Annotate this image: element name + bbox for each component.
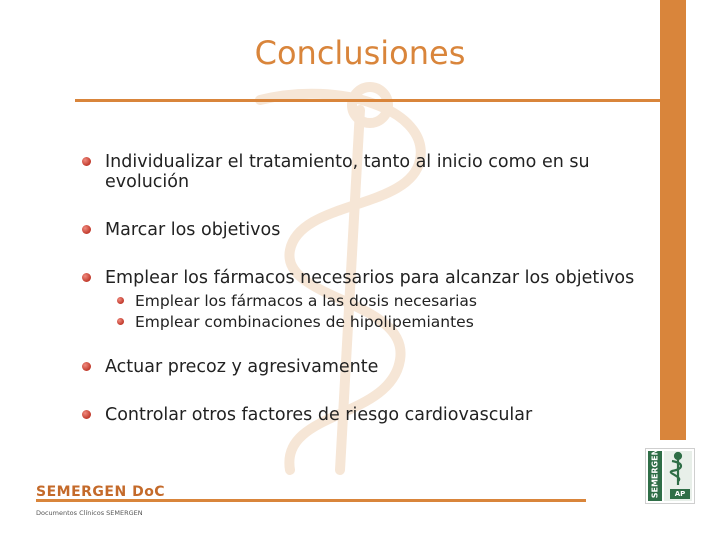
badge-vertical-band: [648, 448, 662, 501]
bullet-item: [80, 357, 665, 377]
bullet-text: Individualizar el tratamiento, tanto al inicio como en su evolución: [105, 152, 590, 192]
bullet-text: Actuar precoz y agresivamente: [105, 357, 379, 377]
caduceus-icon: [664, 451, 692, 487]
bullet-item: [80, 220, 665, 240]
logo-sub-text: Documentos Clínicos SEMERGEN: [36, 509, 143, 517]
bullet-text: Controlar otros factores de riesgo cardiovascular: [105, 405, 533, 425]
bullet-item: [80, 268, 665, 288]
sub-bullet-item: [117, 312, 635, 332]
sub-bullet-dot-icon: [117, 318, 124, 325]
bullet-text: Marcar los objetivos: [105, 220, 281, 240]
semergen-ap-badge: [645, 448, 695, 504]
semergen-doc-logo: [36, 484, 166, 517]
sub-bullet-dot-icon: [117, 297, 124, 304]
badge-vertical-text: SEMERGEN: [650, 448, 660, 499]
bullet-text: Emplear los fármacos necesarios para alcanzar los objetivos: [105, 268, 635, 288]
bullet-dot-icon: [82, 157, 91, 166]
bullet-item: [80, 152, 665, 192]
slide-title: Conclusiones: [254, 34, 466, 72]
bullet-item: [80, 405, 665, 425]
logo-main-text: SEMERGEN DoC: [36, 484, 166, 500]
bullet-dot-icon: [82, 362, 91, 371]
bullet-dot-icon: [82, 273, 91, 282]
badge-ap-label: AP: [670, 489, 690, 499]
bullet-dot-icon: [82, 225, 91, 234]
sub-bullet-text: Emplear combinaciones de hipolipemiantes: [135, 313, 474, 331]
sub-bullet-item: [117, 291, 635, 311]
title-divider: [75, 99, 685, 102]
sub-bullet-text: Emplear los fármacos a las dosis necesarias: [135, 292, 478, 310]
bullet-dot-icon: [82, 410, 91, 419]
